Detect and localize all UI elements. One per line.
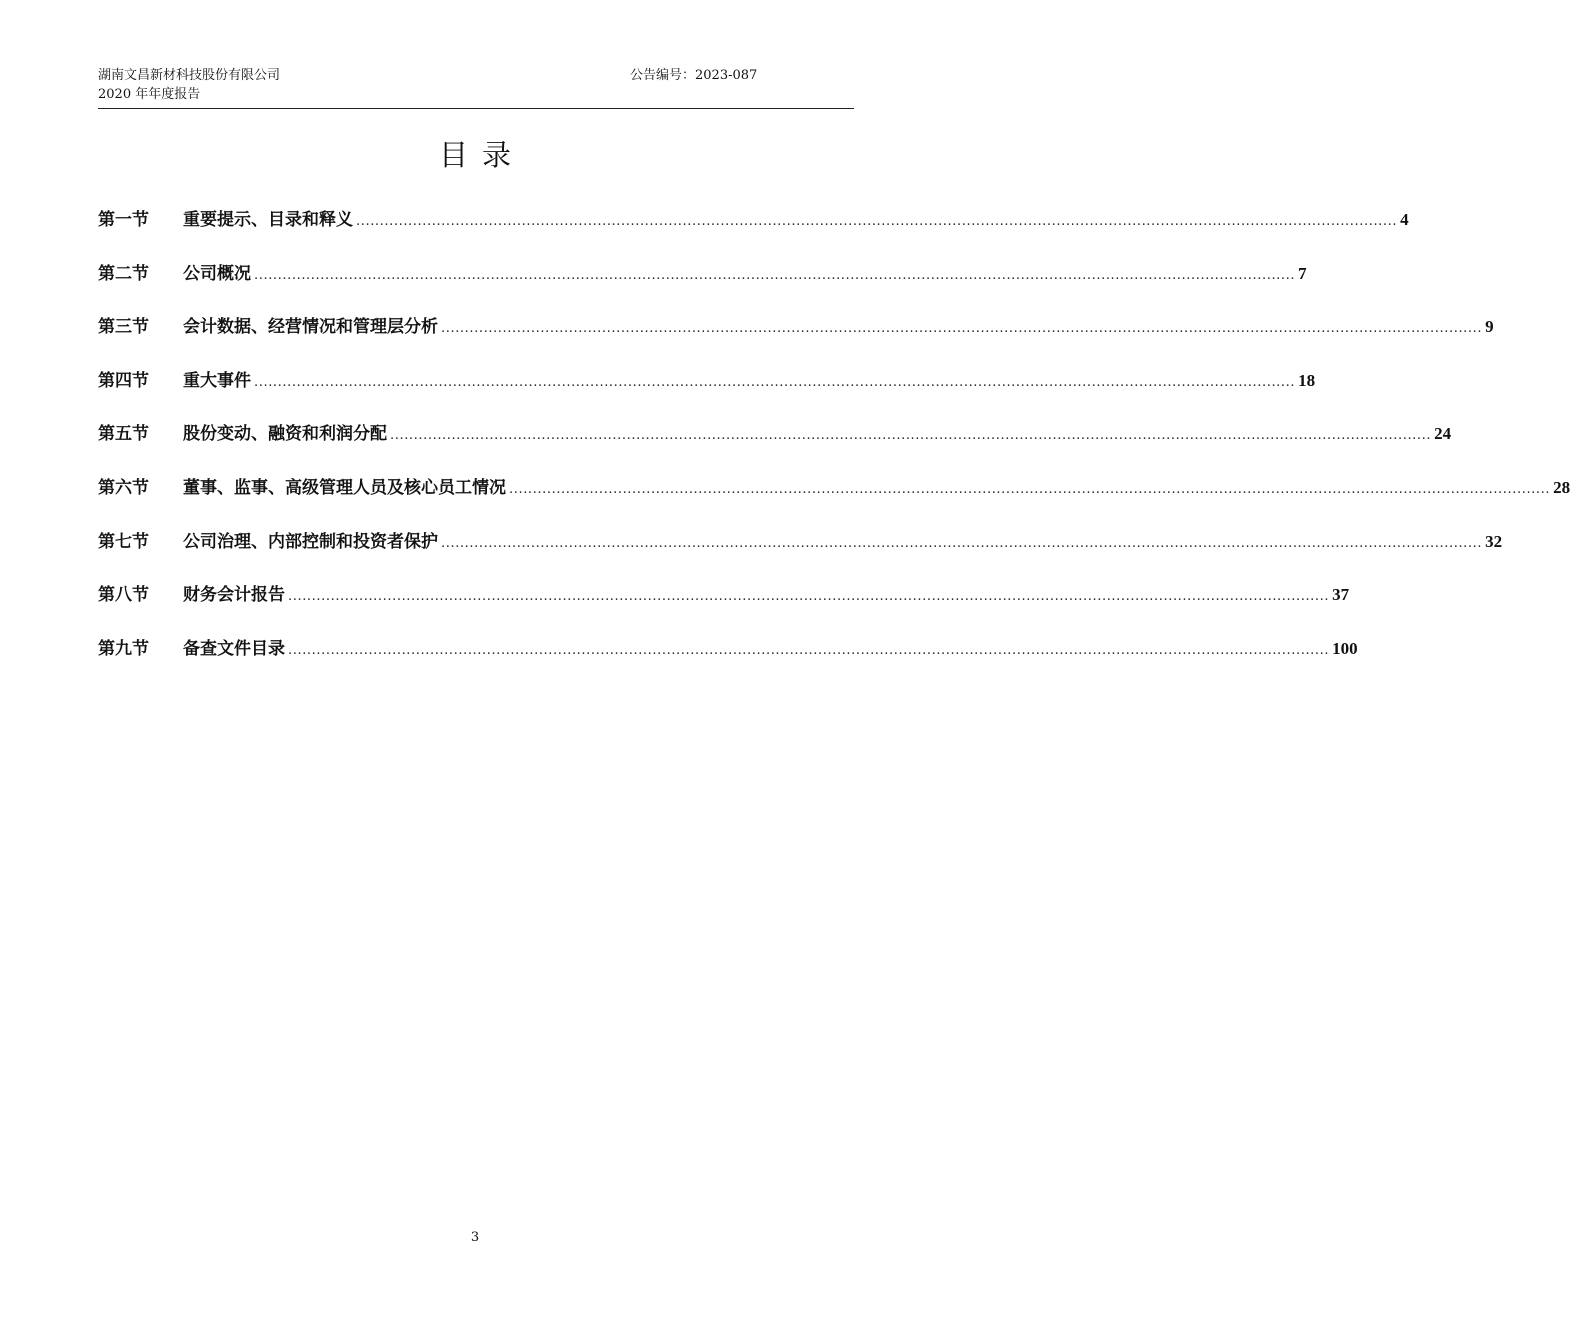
toc-entry-6[interactable] [98,474,1570,528]
toc-leader-dots: ............................................................................................................................................................................................................................ [441,535,1483,551]
toc-section-label: 第一节 [98,210,149,230]
toc-entry-9[interactable] [98,635,1358,689]
toc-entry-3[interactable] [98,313,1494,367]
toc-section-title: 公司概况 [183,263,251,284]
toc-page-number: 9 [1485,317,1494,337]
toc-section-label: 第二节 [98,263,149,284]
toc-page-number: 7 [1298,263,1307,283]
toc-section-label: 第八节 [98,585,149,606]
page-title: 目录 [438,138,525,172]
toc-section-title: 重要提示、目录和释义 [183,210,353,230]
toc-section-title: 公司治理、内部控制和投资者保护 [183,531,438,552]
toc-entry-8[interactable] [98,581,1350,635]
toc-leader-dots: ............................................................................................................................................................................................................................ [390,428,1432,444]
toc-section-label: 第九节 [98,638,149,659]
toc-section-label: 第三节 [98,317,149,338]
toc-section-title: 会计数据、经营情况和管理层分析 [183,317,438,338]
toc-entry-2[interactable] [98,260,1307,314]
page-header [98,66,854,109]
page-number: 3 [470,1230,480,1245]
announcement-number: 公告编号：2023-087 [630,68,758,83]
toc-leader-dots: ............................................................................................................................................................................................................................ [254,267,1296,283]
toc-leader-dots: ............................................................................................................................................................................................................................ [288,642,1330,658]
toc-leader-dots: ............................................................................................................................................................................................................................ [254,374,1296,390]
toc-page-number: 37 [1332,585,1350,605]
report-name: 2020 年年度报告 [98,87,201,102]
toc-leader-dots: ............................................................................................................................................................................................................................ [441,321,1483,337]
toc-entry-5[interactable] [98,420,1452,474]
toc-page-number: 24 [1434,424,1452,444]
toc-section-title: 股份变动、融资和利润分配 [183,424,387,445]
toc-section-label: 第四节 [98,370,149,391]
toc-leader-dots: ............................................................................................................................................................................................................................ [356,214,1398,229]
table-of-contents [98,206,1570,688]
toc-section-title: 备查文件目录 [183,638,285,659]
toc-page-number: 100 [1332,638,1358,658]
toc-page-number: 32 [1485,531,1503,551]
toc-leader-dots: ............................................................................................................................................................................................................................ [509,481,1551,497]
toc-section-label: 第五节 [98,424,149,445]
toc-section-title: 重大事件 [183,370,251,391]
toc-leader-dots: ............................................................................................................................................................................................................................ [288,589,1330,605]
header-left [98,66,280,104]
toc-entry-4[interactable] [98,367,1316,421]
company-name: 湖南文昌新材科技股份有限公司 [98,68,281,83]
toc-section-label: 第七节 [98,531,149,552]
toc-entry-7[interactable] [98,528,1503,582]
toc-section-title: 董事、监事、高级管理人员及核心员工情况 [183,477,506,498]
toc-section-label: 第六节 [98,477,149,498]
toc-page-number: 28 [1553,477,1570,497]
toc-page-number: 18 [1298,370,1316,390]
toc-section-title: 财务会计报告 [183,585,285,606]
toc-page-number: 4 [1400,210,1409,229]
toc-entry-1[interactable] [98,206,1409,260]
